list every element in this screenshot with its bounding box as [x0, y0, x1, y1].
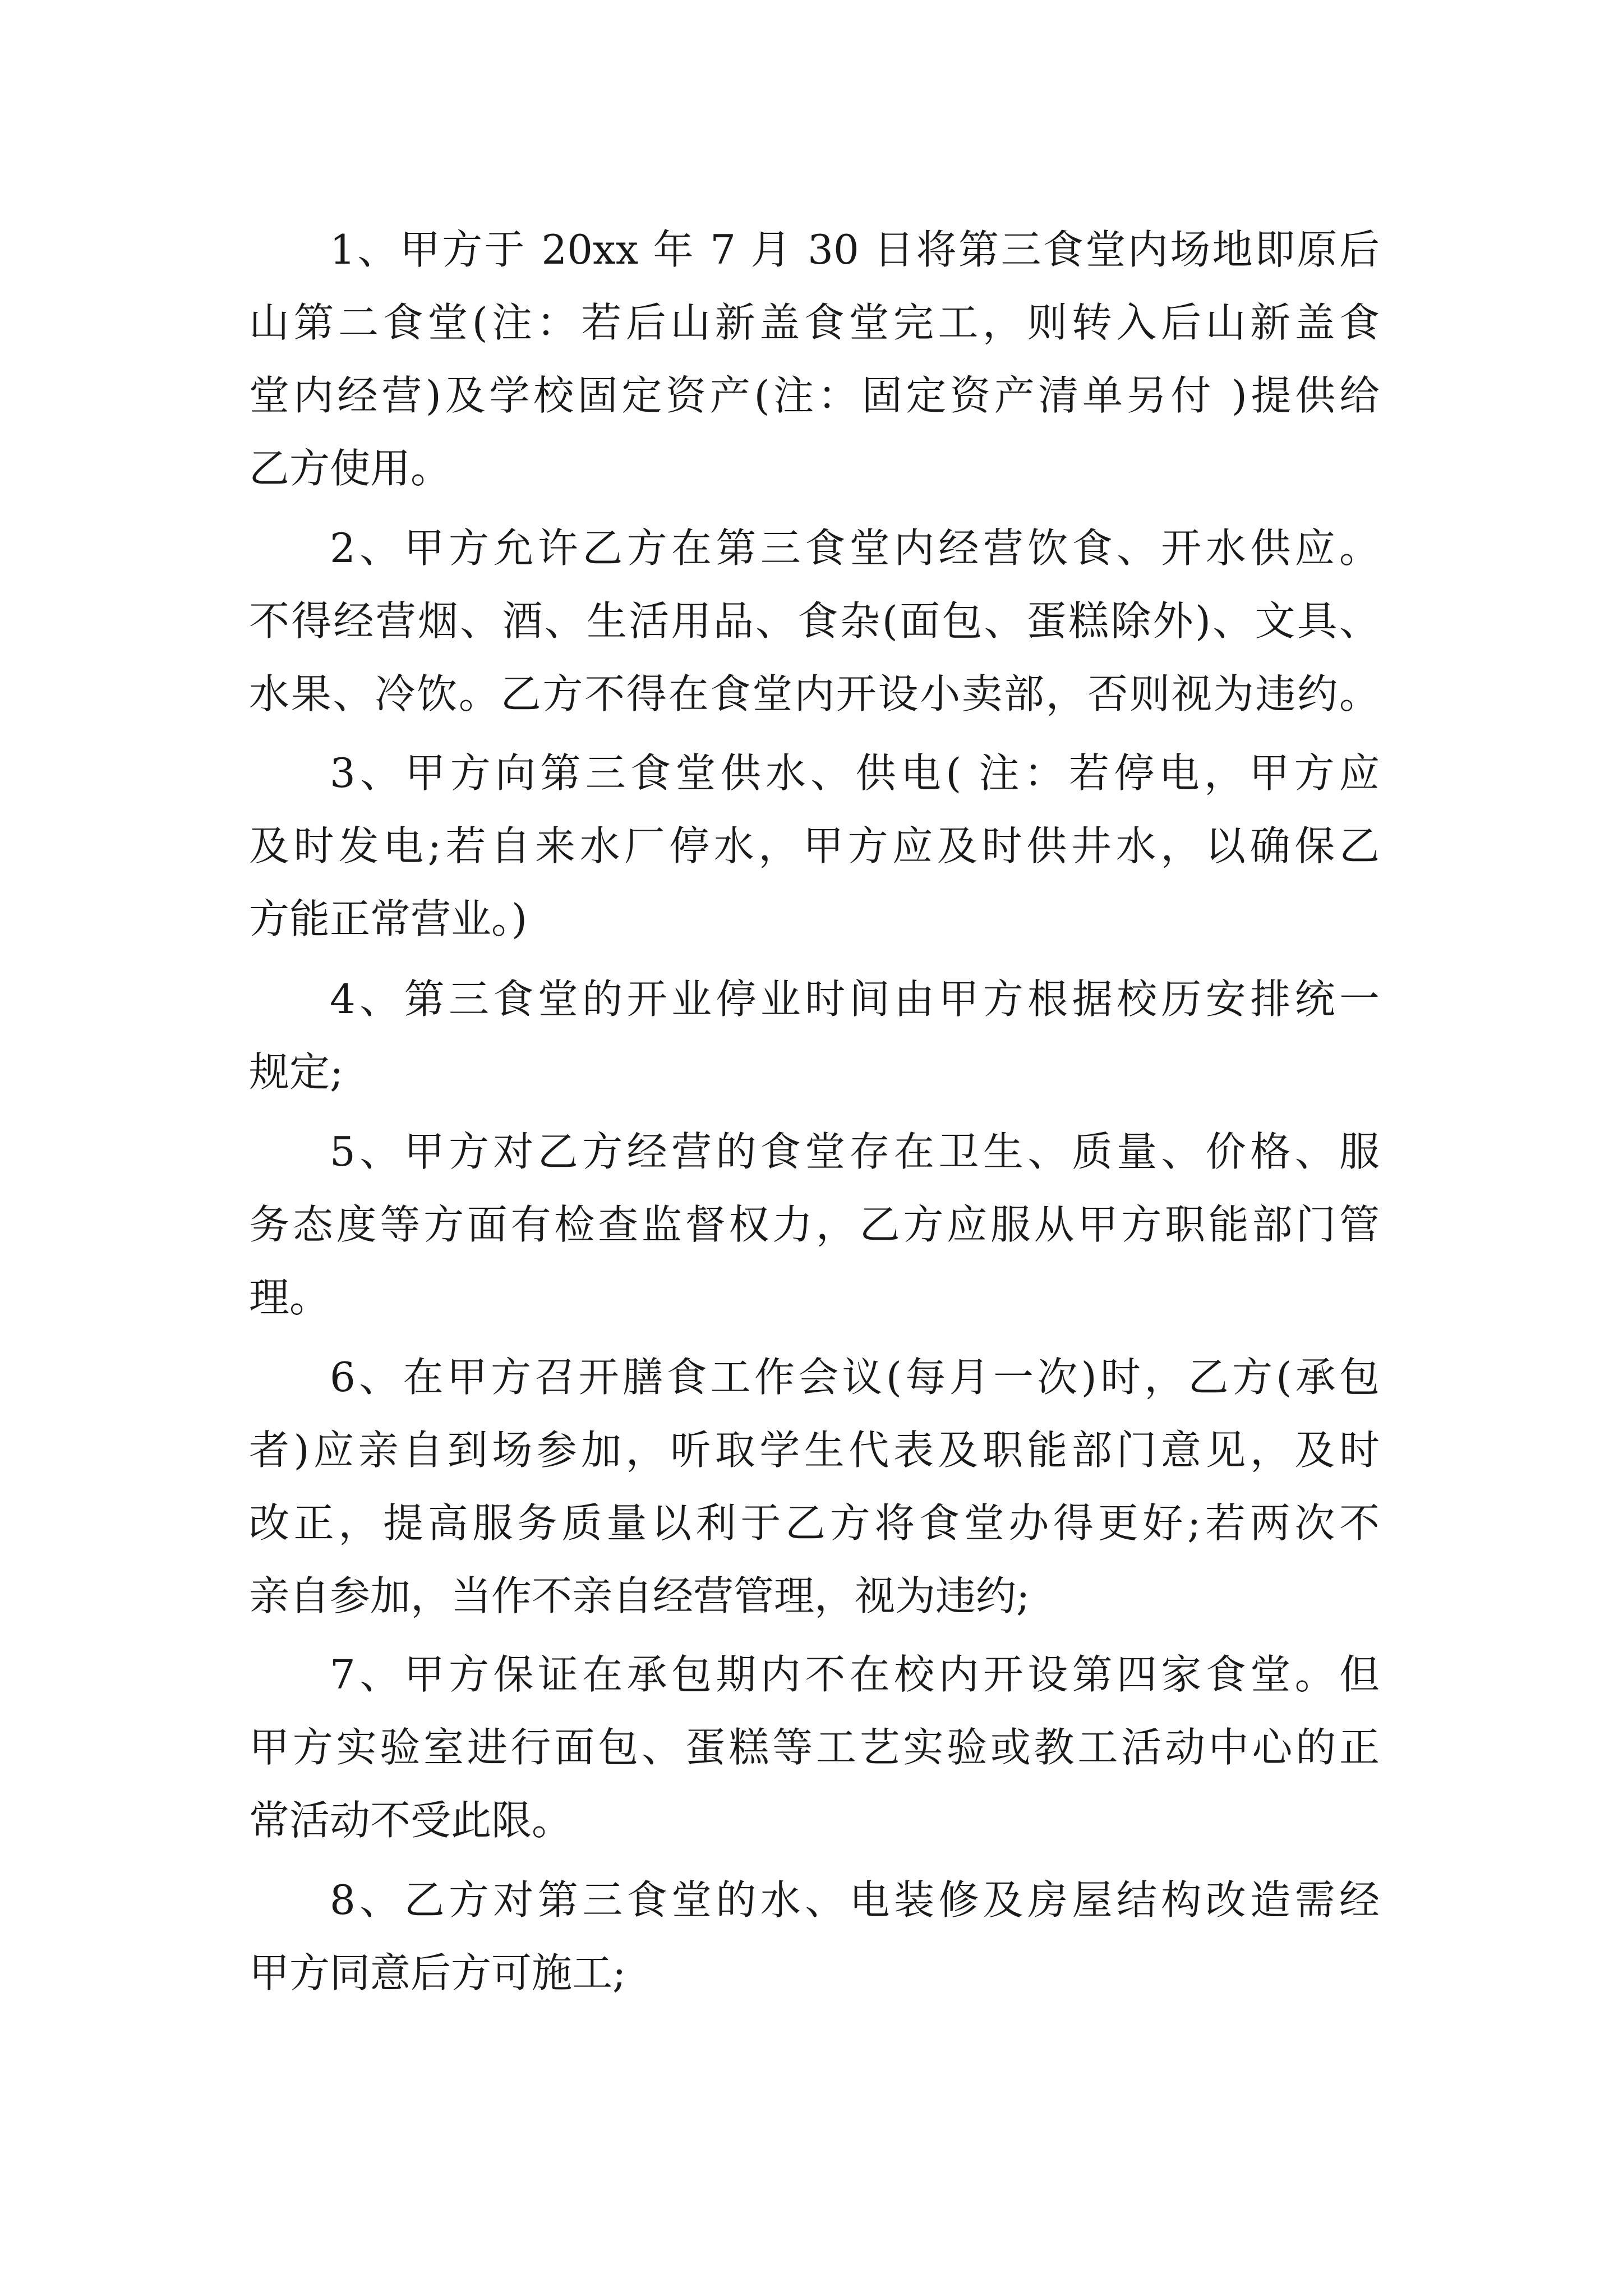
paragraph-1-line-3: 堂内经营)及学校固定资产(注：固定资产清单另付 )提供给 [249, 372, 1380, 419]
paragraph-3-line-2: 及时发电;若自来水厂停水，甲方应及时供井水，以确保乙 [249, 822, 1380, 869]
paragraph-8-line-1: 8、乙方对第三食堂的水、电装修及房屋结构改造需经 [330, 1876, 1380, 1924]
paragraph-7-line-3: 常活动不受此限。 [249, 1797, 573, 1844]
paragraph-5-line-3: 理。 [249, 1274, 330, 1321]
paragraph-1-line-2: 山第二食堂(注：若后山新盖食堂完工，则转入后山新盖食 [249, 299, 1380, 346]
paragraph-7-line-1: 7、甲方保证在承包期内不在校内开设第四家食堂。但 [330, 1651, 1380, 1698]
paragraph-2-line-1: 2、甲方允许乙方在第三食堂内经营饮食、开水供应。 [330, 524, 1380, 572]
paragraph-6-line-1: 6、在甲方召开膳食工作会议(每月一次)时，乙方(承包 [330, 1354, 1380, 1401]
paragraph-5-line-1: 5、甲方对乙方经营的食堂存在卫生、质量、价格、服 [330, 1128, 1380, 1175]
paragraph-1-line-4: 乙方使用。 [249, 445, 451, 492]
paragraph-6-line-4: 亲自参加，当作不亲自经营管理，视为违约; [249, 1572, 1030, 1619]
paragraph-8-line-2: 甲方同意后方可施工; [249, 1949, 626, 1996]
paragraph-3-line-1: 3、甲方向第三食堂供水、供电( 注：若停电，甲方应 [330, 749, 1380, 797]
paragraph-4-line-2: 规定; [249, 1048, 344, 1096]
paragraph-6-line-3: 改正，提高服务质量以利于乙方将食堂办得更好;若两次不 [249, 1499, 1380, 1547]
paragraph-3-line-3: 方能正常营业。) [249, 895, 528, 942]
paragraph-5-line-2: 务态度等方面有检查监督权力，乙方应服从甲方职能部门管 [249, 1201, 1380, 1248]
paragraph-7-line-2: 甲方实验室进行面包、蛋糕等工艺实验或教工活动中心的正 [249, 1724, 1380, 1771]
paragraph-4-line-1: 4、第三食堂的开业停业时间由甲方根据校历安排统一 [330, 976, 1380, 1023]
paragraph-2-line-3: 水果、冷饮。乙方不得在食堂内开设小卖部，否则视为违约。 [249, 670, 1380, 717]
paragraph-1-line-1: 1、甲方于 20xx 年 7 月 30 日将第三食堂内场地即原后 [330, 226, 1380, 273]
paragraph-6-line-2: 者)应亲自到场参加，听取学生代表及职能部门意见，及时 [249, 1427, 1380, 1474]
paragraph-2-line-2: 不得经营烟、酒、生活用品、食杂(面包、蛋糕除外)、文具、 [249, 597, 1380, 645]
